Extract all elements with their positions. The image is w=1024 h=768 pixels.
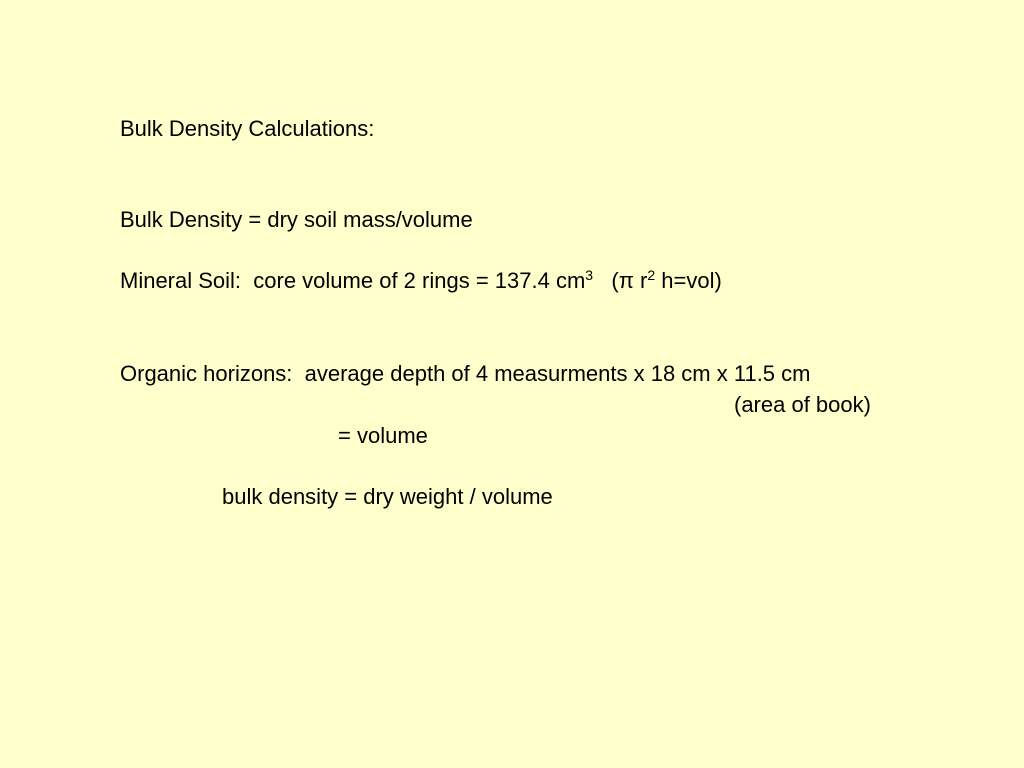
bulk-density-formula: bulk density = dry weight / volume (222, 484, 553, 509)
formula-open: (π r (611, 268, 648, 293)
formula-close: h=vol) (655, 268, 722, 293)
r-exponent: 2 (647, 267, 656, 283)
cm-exponent: 3 (585, 267, 594, 283)
area-of-book-note: (area of book) (734, 392, 871, 417)
mineral-soil-line (120, 268, 722, 294)
organic-horizons-line: Organic horizons: average depth of 4 measurments x 18 cm x 11.5 cm (120, 361, 811, 386)
formula-spacer (593, 268, 611, 293)
equals-volume-line: = volume (338, 423, 428, 448)
slide-title: Bulk Density Calculations: (120, 116, 375, 141)
bulk-density-definition: Bulk Density = dry soil mass/volume (120, 207, 473, 232)
mineral-soil-text: Mineral Soil: core volume of 2 rings = 137.4 cm (120, 268, 586, 293)
